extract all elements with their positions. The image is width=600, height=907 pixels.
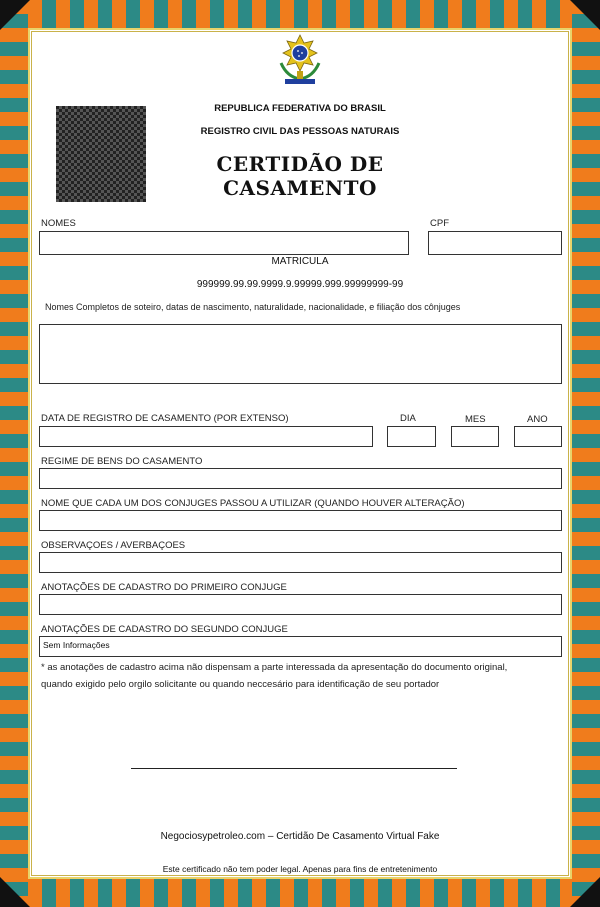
- nome-conjuges-field[interactable]: [39, 510, 562, 531]
- anotacoes-segundo-label: ANOTAÇÕES DE CADASTRO DO SEGUNDO CONJUGE: [41, 624, 288, 635]
- nomes-completos-field[interactable]: [39, 324, 562, 384]
- mes-field[interactable]: [451, 426, 499, 447]
- data-registro-label: DATA DE REGISTRO DE CASAMENTO (POR EXTENSO): [41, 413, 289, 424]
- matricula-value: 999999.99.99.9999.9.99999.999.99999999-99: [196, 279, 404, 290]
- cpf-label: CPF: [430, 218, 449, 229]
- border-bottom: [0, 879, 600, 907]
- ano-field[interactable]: [514, 426, 562, 447]
- observacoes-label: OBSERVAÇOES / AVERBAÇOES: [41, 540, 186, 551]
- dia-field[interactable]: [387, 426, 436, 447]
- nome-conjuges-label: NOME QUE CADA UM DOS CONJUGES PASSOU A UTILIZAR (QUANDO HOUVER ALTERAÇÃO): [41, 498, 465, 509]
- border-top: [0, 0, 600, 28]
- regime-field[interactable]: [39, 468, 562, 489]
- note-line-2: quando exigido pelo orgilo solicitante ou quando neccesário para identificação de seu portador: [41, 679, 440, 690]
- dia-label: DIA: [400, 413, 416, 424]
- header-registro: REGISTRO CIVIL DAS PESSOAS NATURAIS: [200, 126, 400, 137]
- mes-label: MES: [465, 414, 486, 425]
- cpf-field[interactable]: [428, 231, 562, 255]
- regime-label: REGIME DE BENS DO CASAMENTO: [41, 456, 203, 467]
- anotacoes-segundo-field[interactable]: Sem Informações: [39, 636, 562, 657]
- note-line-1: * as anotações de cadastro acima não dispensam a parte interessada da apresentação do documento original,: [41, 662, 508, 673]
- anotacoes-primeiro-label: ANOTAÇÕES DE CADASTRO DO PRIMEIRO CONJUGE: [41, 582, 287, 593]
- nomes-field[interactable]: [39, 231, 409, 255]
- ano-label: ANO: [527, 414, 548, 425]
- qr-code: [56, 106, 146, 202]
- signature-line: [131, 768, 457, 769]
- page-title: CERTIDÃO DE CASAMENTO: [216, 152, 384, 200]
- header-republica: REPUBLICA FEDERATIVA DO BRASIL: [214, 103, 386, 114]
- observacoes-field[interactable]: [39, 552, 562, 573]
- footer-disclaimer: Este certificado não tem poder legal. Apenas para fins de entretenimento: [162, 864, 438, 874]
- anotacoes-primeiro-field[interactable]: [39, 594, 562, 615]
- nomes-label: NOMES: [41, 218, 76, 229]
- footer-site: Negociosypetroleo.com – Certidão De Casamento Virtual Fake: [160, 831, 440, 842]
- matricula-label: MATRICULA: [271, 256, 329, 267]
- coat-of-arms-icon: [277, 33, 323, 87]
- nomes-completos-label: Nomes Completos de soteiro, datas de nascimento, naturalidade, nacionalidade, e filiação dos cônjuges: [45, 302, 461, 312]
- data-registro-field[interactable]: [39, 426, 373, 447]
